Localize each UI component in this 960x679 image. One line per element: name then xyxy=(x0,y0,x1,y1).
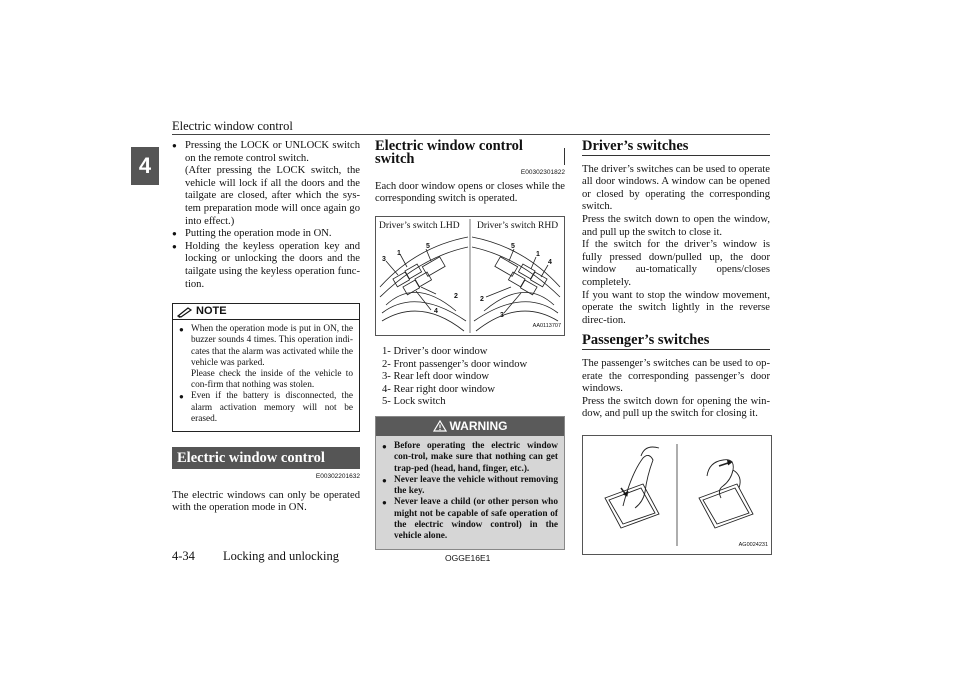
figure-code: AG0024231 xyxy=(738,542,768,549)
column-1 xyxy=(172,140,360,515)
warning-label: WARNING xyxy=(449,419,508,434)
svg-text:3: 3 xyxy=(382,255,386,263)
svg-text:1: 1 xyxy=(536,250,540,258)
svg-text:4: 4 xyxy=(434,307,438,315)
legend-item: 4- Rear right door window xyxy=(382,383,495,395)
warning-header xyxy=(376,417,564,436)
switch-diagram xyxy=(375,216,565,336)
intro-text: Each door window opens or closes while the corresponding switch is operated. xyxy=(375,180,565,205)
note-box xyxy=(172,303,360,432)
doc-code: OGGE16E1 xyxy=(445,553,491,563)
diagram-code: AA0113707 xyxy=(532,323,561,330)
warning-item: ● Never leave the vehicle without removing the key. xyxy=(382,475,558,498)
switch-operation-figure xyxy=(582,435,772,555)
legend-item: 1- Driver’s door window xyxy=(382,345,488,357)
driver-switches-title: Driver’s switches xyxy=(582,138,689,154)
note-label: NOTE xyxy=(196,305,227,318)
legend-item: 2- Front passenger’s door window xyxy=(382,358,528,370)
note-item: ● When the operation mode is put in ON, the buzzer sounds 4 times. This operation indi-cates that the alarm was activated while the vehicle was parked. Please check the inside of the vehicle to con-firm that nothing was stolen. xyxy=(179,324,353,391)
warning-box xyxy=(375,416,565,550)
switch-panels-illustration xyxy=(376,217,564,335)
svg-text:2: 2 xyxy=(454,292,458,300)
svg-text:1: 1 xyxy=(397,249,401,257)
warning-item: ● Never leave a child (or other person who might not be capable of safe operation of the electric window control) in the vehicle alone. xyxy=(382,497,558,542)
diagram-label-lhd: Driver’s switch LHD xyxy=(379,220,460,231)
section-code: E00302301822 xyxy=(520,169,565,177)
note-pencil-icon xyxy=(177,306,193,318)
svg-text:5: 5 xyxy=(511,242,515,250)
section-title: Electric window control switch xyxy=(375,138,523,167)
legend-list xyxy=(375,346,565,409)
svg-text:4: 4 xyxy=(548,258,552,266)
bullet-item: ● Holding the keyless operation key and locking or unlocking the doors and the tailgate using the keyless operation func-tion. xyxy=(172,241,360,291)
section-rule xyxy=(582,349,770,350)
chapter-tab: 4 xyxy=(131,147,159,185)
column-3 xyxy=(582,140,770,555)
section-heading xyxy=(375,140,565,165)
warning-item: ● Before operating the electric window con-trol, make sure that nothing can get trap-ped (head, hand, finger, etc.). xyxy=(382,441,558,475)
diagram-label-rhd: Driver’s switch RHD xyxy=(477,220,559,231)
driver-switches-text: The driver’s switches can be used to operate all door windows. A window can be opened or closed by operating the corresponding switch. Press the switch down to open the window, and pull up the switch to close it. If the switch for the driver’s window is fully pressed down/pulled up, the door window au-tomatically opens/closes completely. If you want to stop the window movement, operate the switch lightly in the reverse direc-tion. xyxy=(582,163,770,326)
section-title-bar: Electric window control xyxy=(172,447,360,469)
warning-triangle-icon xyxy=(433,420,447,432)
section-code: E00302201632 xyxy=(315,472,360,480)
legend-item: 3- Rear left door window xyxy=(382,371,490,383)
section-text: The electric windows can only be operated with the operation mode in ON. xyxy=(172,489,360,514)
svg-text:5: 5 xyxy=(426,242,430,250)
page-number: 4-34 xyxy=(172,549,195,563)
note-header xyxy=(173,304,359,320)
svg-text:3: 3 xyxy=(500,311,504,319)
section-rule xyxy=(582,155,770,156)
running-header: Electric window control xyxy=(172,119,293,133)
footer-section: Locking and unlocking xyxy=(223,549,339,563)
column-2 xyxy=(375,140,565,550)
svg-text:2: 2 xyxy=(480,295,484,303)
note-item: ● Even if the battery is disconnected, the alarm activation memory will not be erased. xyxy=(179,391,353,425)
bullet-item: ● Pressing the LOCK or UNLOCK switch on the remote control switch. (After pressing the LOCK switch, the vehicle will lock if all the doors and the tailgate are closed, after which the sys-tem preparation mode will once again go into effect.) xyxy=(172,140,360,228)
legend-item: 5- Lock switch xyxy=(382,396,446,408)
passenger-switches-title: Passenger’s switches xyxy=(582,332,710,349)
passenger-switches-text: The passenger’s switches can be used to op-erate the corresponding passenger’s door windows. Press the switch down for opening the win-dow, and pull up the switch for closing it. xyxy=(582,357,770,420)
finger-operation-illustration xyxy=(583,436,771,554)
header-rule xyxy=(172,134,770,135)
bullet-item: ● Putting the operation mode in ON. xyxy=(172,228,360,241)
